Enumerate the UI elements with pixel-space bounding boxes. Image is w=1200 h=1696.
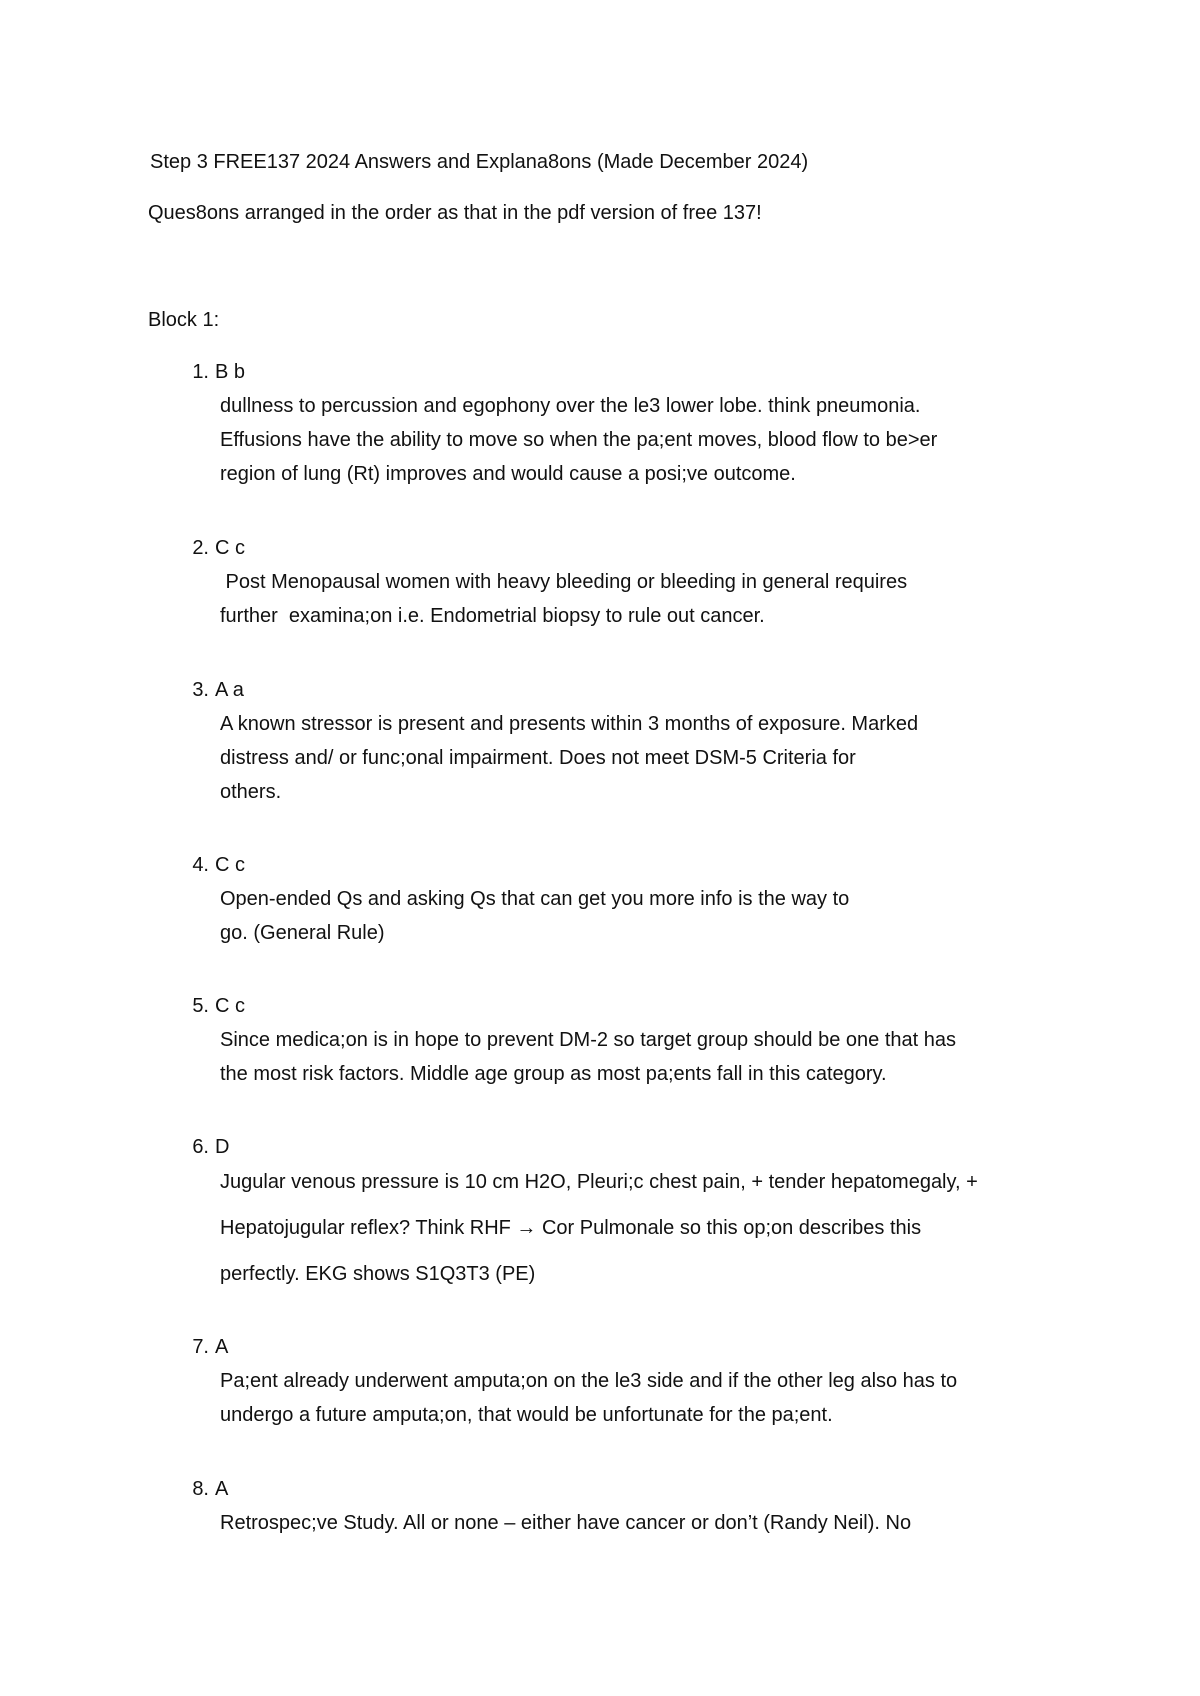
answer-head xyxy=(185,355,245,389)
explanation-line: dullness to percussion and egophony over the le3 lower lobe. think pneumonia. xyxy=(220,395,921,417)
explanation-line: undergo a future amputa;on, that would be unfortunate for the pa;ent. xyxy=(220,1404,833,1426)
answer-head xyxy=(185,673,244,707)
explanation-line: Effusions have the ability to move so when the pa;ent moves, blood flow to be>er xyxy=(220,429,938,451)
explanation-line: A known stressor is present and presents within 3 months of exposure. Marked xyxy=(220,713,919,735)
answer-choice: B b xyxy=(215,361,246,383)
explanation-line: Since medica;on is in hope to prevent DM-2 so target group should be one that has xyxy=(220,1029,957,1051)
answer-choice: A xyxy=(215,1336,229,1358)
answer-explanation xyxy=(220,389,1100,491)
answer-number: 6. xyxy=(192,1136,209,1158)
explanation-line: Post Menopausal women with heavy bleeding or bleeding in general requires xyxy=(220,571,908,593)
explanation-line: Pa;ent already underwent amputa;on on the le3 side and if the other leg also has to xyxy=(220,1370,958,1392)
answer-choice: C c xyxy=(215,537,245,559)
answer-choice: C c xyxy=(215,854,245,876)
explanation-line: others. xyxy=(220,781,282,803)
explanation-line: go. (General Rule) xyxy=(220,922,385,944)
document-subtitle: Ques8ons arranged in the order as that in the pdf version of free 137! xyxy=(148,202,762,224)
answer-choice: C c xyxy=(215,995,245,1017)
answer-explanation xyxy=(220,1159,1100,1297)
answer-choice: D xyxy=(215,1136,230,1158)
answer-head xyxy=(185,848,245,882)
answer-number: 7. xyxy=(192,1336,209,1358)
answer-number: 3. xyxy=(192,679,209,701)
answer-explanation xyxy=(220,1506,1100,1540)
explanation-line: Open-ended Qs and asking Qs that can get you more info is the way to xyxy=(220,888,850,910)
answer-head xyxy=(185,1472,228,1506)
answer-head xyxy=(185,1330,228,1364)
explanation-line: Hepatojugular reflex? Think RHF → Cor Pulmonale so this op;on describes this xyxy=(220,1217,922,1239)
explanation-line: Jugular venous pressure is 10 cm H2O, Pleuri;c chest pain, + tender hepatomegaly, + xyxy=(220,1171,978,1193)
explanation-line: distress and/ or func;onal impairment. Does not meet DSM-5 Criteria for xyxy=(220,747,856,769)
answer-explanation xyxy=(220,882,1100,950)
answer-explanation xyxy=(220,1023,1100,1091)
answer-choice: A a xyxy=(215,679,244,701)
answer-explanation xyxy=(220,707,1100,809)
answer-number: 5. xyxy=(192,995,209,1017)
block-heading: Block 1: xyxy=(148,309,220,331)
answer-choice: A xyxy=(215,1478,229,1500)
answer-number: 2. xyxy=(192,537,209,559)
answer-number: 4. xyxy=(192,854,209,876)
answer-number: 1. xyxy=(192,361,209,383)
explanation-line: region of lung (Rt) improves and would cause a posi;ve outcome. xyxy=(220,463,796,485)
answer-explanation xyxy=(220,565,1100,633)
document-title: Step 3 FREE137 2024 Answers and Explana8ons (Made December 2024) xyxy=(150,151,809,173)
answer-head xyxy=(185,989,245,1023)
explanation-line: perfectly. EKG shows S1Q3T3 (PE) xyxy=(220,1263,536,1285)
answer-head xyxy=(185,531,245,565)
answer-number: 8. xyxy=(192,1478,209,1500)
explanation-line: the most risk factors. Middle age group as most pa;ents fall in this category. xyxy=(220,1063,887,1085)
explanation-line: Retrospec;ve Study. All or none – either have cancer or don’t (Randy Neil). No xyxy=(220,1512,912,1534)
explanation-line: further examina;on i.e. Endometrial biopsy to rule out cancer. xyxy=(220,605,765,627)
answer-explanation xyxy=(220,1364,1100,1432)
